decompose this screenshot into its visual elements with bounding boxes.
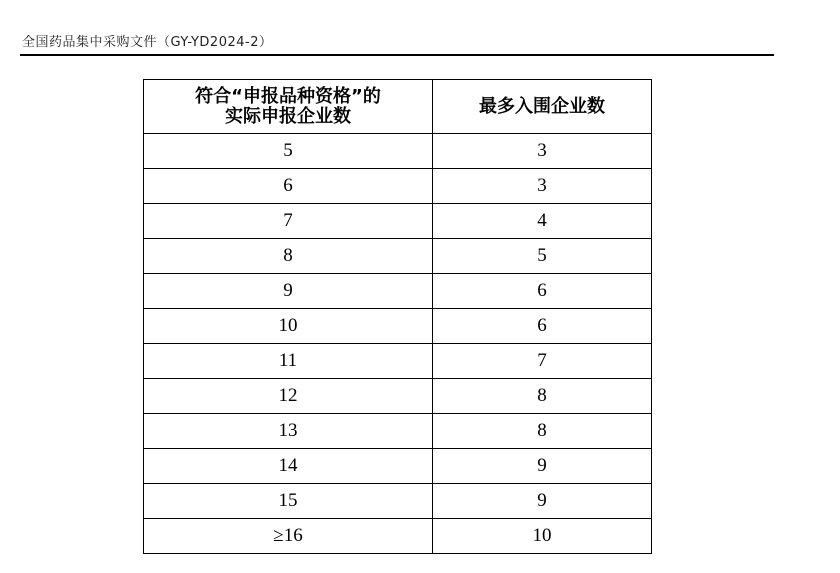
table-row xyxy=(144,414,652,449)
cell-applicants: 6 xyxy=(144,169,433,204)
column-header-applicants xyxy=(144,80,433,134)
table-row xyxy=(144,204,652,239)
cell-max-selected: 4 xyxy=(433,204,652,239)
header-divider xyxy=(20,54,774,56)
cell-applicants: 8 xyxy=(144,239,433,274)
table-row xyxy=(144,484,652,519)
table-row xyxy=(144,379,652,414)
cell-applicants: ≥16 xyxy=(144,519,433,554)
column-header-applicants-line2: 实际申报企业数 xyxy=(225,105,351,127)
cell-max-selected: 7 xyxy=(433,344,652,379)
cell-applicants: 15 xyxy=(144,484,433,519)
cell-max-selected: 6 xyxy=(433,274,652,309)
selection-quota-table xyxy=(143,79,652,554)
table-row xyxy=(144,309,652,344)
column-header-applicants-line1: 符合“申报品种资格”的 xyxy=(195,85,381,107)
cell-applicants: 9 xyxy=(144,274,433,309)
table-header-row xyxy=(144,80,652,134)
cell-applicants: 11 xyxy=(144,344,433,379)
table-row xyxy=(144,169,652,204)
cell-max-selected: 9 xyxy=(433,484,652,519)
table-row xyxy=(144,239,652,274)
table-row xyxy=(144,449,652,484)
cell-applicants: 13 xyxy=(144,414,433,449)
document-header-title: 全国药品集中采购文件（GY-YD2024-2） xyxy=(22,35,273,50)
cell-applicants: 7 xyxy=(144,204,433,239)
cell-max-selected: 8 xyxy=(433,379,652,414)
table-row xyxy=(144,274,652,309)
cell-applicants: 14 xyxy=(144,449,433,484)
column-header-max-selected: 最多入围企业数 xyxy=(433,80,652,134)
cell-max-selected: 3 xyxy=(433,134,652,169)
cell-applicants: 12 xyxy=(144,379,433,414)
cell-max-selected: 10 xyxy=(433,519,652,554)
cell-max-selected: 8 xyxy=(433,414,652,449)
table-row xyxy=(144,344,652,379)
cell-applicants: 10 xyxy=(144,309,433,344)
cell-max-selected: 9 xyxy=(433,449,652,484)
cell-max-selected: 6 xyxy=(433,309,652,344)
cell-max-selected: 3 xyxy=(433,169,652,204)
cell-max-selected: 5 xyxy=(433,239,652,274)
cell-applicants: 5 xyxy=(144,134,433,169)
table-row xyxy=(144,519,652,554)
table-row xyxy=(144,134,652,169)
